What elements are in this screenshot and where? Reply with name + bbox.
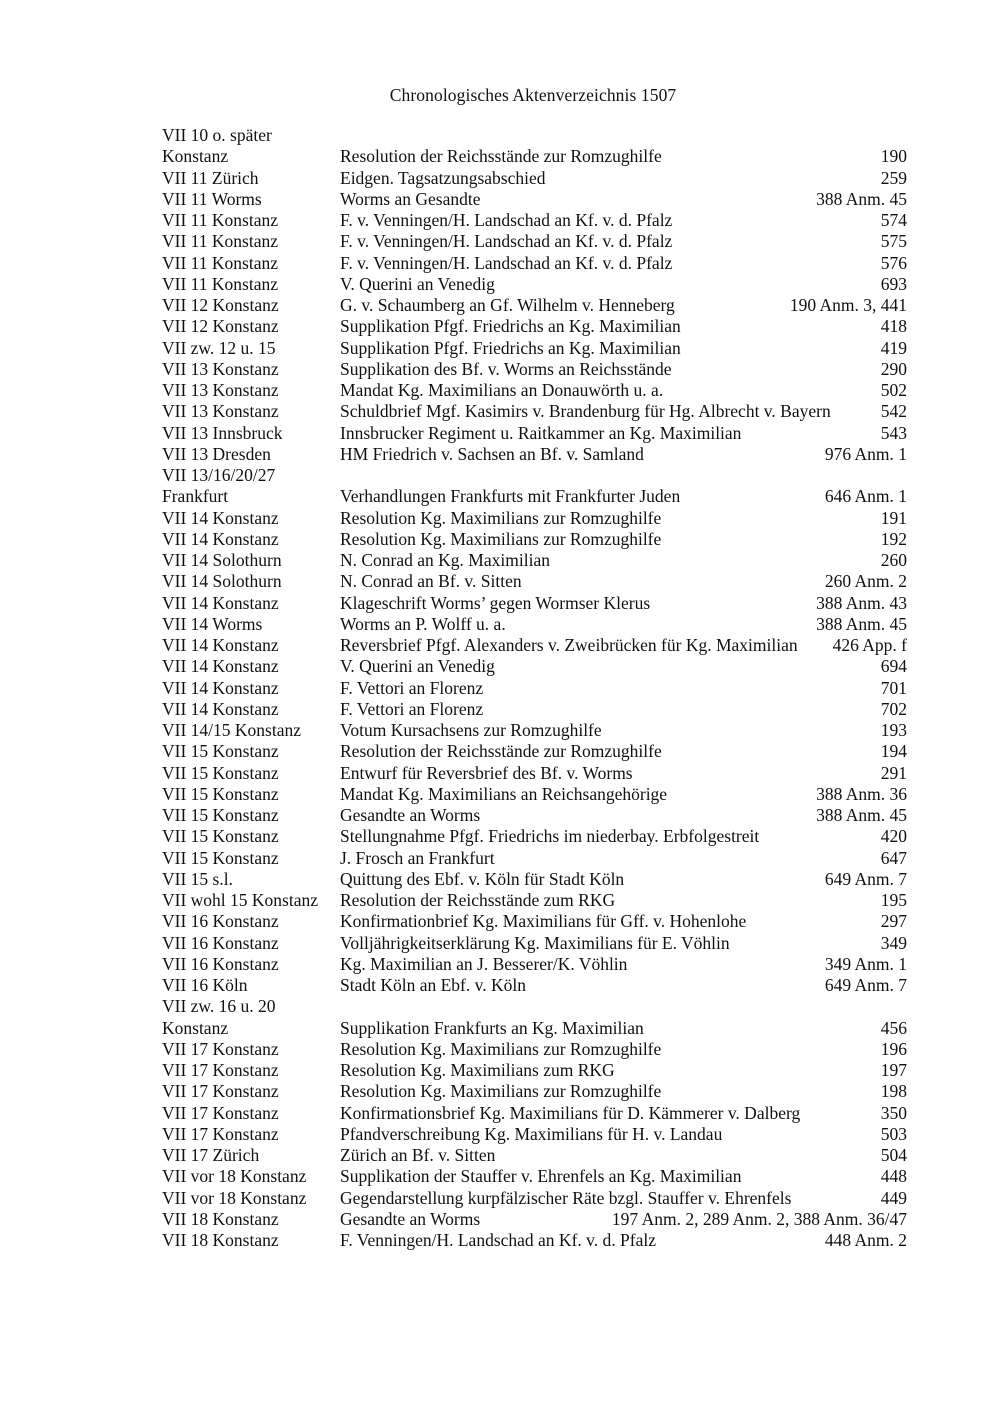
entry-date: VII 14 Konstanz [162, 677, 279, 698]
entry-date: VII 16 Köln [162, 975, 248, 995]
entry-reference: 192 [880, 528, 907, 549]
entry-description: Entwurf für Reversbrief des Bf. v. Worms [340, 762, 633, 783]
entry-date: VII 11 Worms [162, 188, 262, 209]
entry-date: VII 17 Konstanz [162, 1102, 279, 1123]
entry-reference: 297 [880, 911, 907, 932]
list-item [162, 699, 907, 720]
entry-reference: 976 Anm. 1 [824, 443, 907, 464]
list-item [162, 656, 907, 677]
entry-reference: 418 [880, 316, 907, 337]
entry-date: VII 13/16/20/27 [162, 465, 276, 485]
list-item [162, 890, 907, 911]
entry-description: Resolution der Reichsstände zur Romzughilfe [340, 146, 662, 167]
entry-reference: 190 [880, 146, 907, 167]
entry-date: VII zw. 16 u. 20 [162, 996, 276, 1017]
entry-date: Konstanz [162, 146, 229, 167]
entry-date: VII 10 o. später [162, 125, 272, 145]
entry-description: Quittung des Ebf. v. Köln für Stadt Köln [340, 868, 625, 889]
entry-description: Pfandverschreibung Kg. Maximilians für H. v. Landau [340, 1123, 723, 1144]
entry-date: Frankfurt [162, 486, 229, 507]
entry-date: VII 14 Konstanz [162, 592, 279, 613]
entry-reference: 349 Anm. 1 [824, 953, 907, 974]
list-item [162, 678, 907, 699]
entry-date: VII 14 Konstanz [162, 656, 279, 677]
entry-description: Volljährigkeitserklärung Kg. Maximilians für E. Vöhlin [340, 932, 730, 953]
entry-reference: 504 [880, 1145, 907, 1165]
entry-reference: 448 Anm. 2 [824, 1230, 907, 1250]
entry-reference: 198 [880, 1081, 907, 1102]
entry-date: VII 14 Solothurn [162, 571, 282, 592]
list-item [162, 274, 907, 295]
entry-description: Supplikation des Bf. v. Worms an Reichsstände [340, 358, 672, 379]
entry-description: Resolution Kg. Maximilians zur Romzughilfe [340, 528, 662, 549]
entry-description: Worms an Gesandte [340, 188, 481, 209]
list-item [162, 465, 907, 486]
entry-date: VII 16 Konstanz [162, 911, 279, 932]
list-item [162, 1039, 907, 1060]
entry-reference: 543 [880, 422, 907, 443]
entry-description: Stellungnahme Pfgf. Friedrichs im niederbay. Erbfolgestreit [340, 826, 760, 847]
list-item [162, 954, 907, 975]
entry-reference: 693 [880, 273, 907, 294]
entry-date: VII 13 Konstanz [162, 401, 279, 422]
entry-description: F. Venningen/H. Landschad an Kf. v. d. Pfalz [340, 1230, 656, 1250]
entry-reference: 260 Anm. 2 [824, 571, 907, 592]
entry-description: Supplikation Frankfurts an Kg. Maximilian [340, 1017, 644, 1038]
list-item [162, 975, 907, 996]
entry-reference: 649 Anm. 7 [824, 868, 907, 889]
list-item [162, 380, 907, 401]
entry-date: VII 15 s.l. [162, 868, 233, 889]
list-item [162, 168, 907, 189]
entry-description: Supplikation Pfgf. Friedrichs an Kg. Maximilian [340, 337, 681, 358]
list-item [162, 338, 907, 359]
entry-date: VII 15 Konstanz [162, 762, 279, 783]
entry-description: Supplikation der Stauffer v. Ehrenfels an Kg. Maximilian [340, 1166, 742, 1187]
entry-description: Schuldbrief Mgf. Kasimirs v. Brandenburg für Hg. Albrecht v. Bayern [340, 401, 831, 422]
entry-reference: 576 [880, 252, 907, 273]
entry-description: Gegendarstellung kurpfälzischer Räte bzgl. Stauffer v. Ehrenfels [340, 1187, 792, 1208]
entry-date: VII 13 Dresden [162, 443, 271, 464]
entry-date: VII 11 Konstanz [162, 210, 278, 230]
entry-reference: 503 [880, 1123, 907, 1144]
entry-date: VII 18 Konstanz [162, 1208, 279, 1229]
entry-date: VII vor 18 Konstanz [162, 1166, 307, 1187]
entry-description: Resolution der Reichsstände zum RKG [340, 890, 616, 910]
entry-date: VII vor 18 Konstanz [162, 1187, 307, 1208]
entry-reference: 426 App. f [832, 635, 907, 655]
entry-description: Resolution Kg. Maximilians zur Romzughilfe [340, 507, 662, 528]
entry-reference: 420 [880, 826, 907, 847]
entry-date: VII 17 Konstanz [162, 1081, 279, 1102]
entry-description: Reversbrief Pfgf. Alexanders v. Zweibrücken für Kg. Maximilian [340, 635, 798, 655]
list-item [162, 869, 907, 890]
list-item [162, 635, 907, 656]
entry-description: F. Vettori an Florenz [340, 698, 484, 719]
list-item [162, 1060, 907, 1081]
entry-date: VII 11 Konstanz [162, 273, 278, 294]
entry-date: VII 11 Zürich [162, 167, 259, 188]
entry-description: Innsbrucker Regiment u. Raitkammer an Kg. Maximilian [340, 422, 742, 443]
entry-date: VII 14 Konstanz [162, 528, 279, 549]
entry-date: VII 17 Zürich [162, 1145, 260, 1165]
entry-reference: 649 Anm. 7 [824, 975, 907, 995]
entry-date: VII 15 Konstanz [162, 783, 279, 804]
entry-date: VII zw. 12 u. 15 [162, 337, 276, 358]
entry-reference: 647 [880, 847, 907, 868]
list-item [162, 359, 907, 380]
entry-reference: 291 [880, 762, 907, 783]
entry-reference: 260 [880, 550, 907, 570]
entry-date: VII 15 Konstanz [162, 826, 279, 847]
entry-description: Mandat Kg. Maximilians an Donauwörth u. a. [340, 380, 664, 400]
entry-reference: 502 [880, 380, 907, 400]
entry-date: VII 15 Konstanz [162, 741, 279, 762]
list-item [162, 444, 907, 465]
entry-description: F. v. Venningen/H. Landschad an Kf. v. d. Pfalz [340, 252, 673, 273]
entry-description: N. Conrad an Bf. v. Sitten [340, 571, 522, 592]
entry-reference: 350 [880, 1102, 907, 1123]
list-item [162, 401, 907, 422]
entry-reference: 694 [880, 656, 907, 677]
list-item [162, 189, 907, 210]
entry-description: Kg. Maximilian an J. Besserer/K. Vöhlin [340, 953, 628, 974]
entry-list [162, 125, 907, 1251]
entry-reference: 349 [880, 932, 907, 953]
entry-date: Konstanz [162, 1017, 229, 1038]
entry-description: Eidgen. Tagsatzungsabschied [340, 167, 546, 188]
entry-reference: 259 [880, 167, 907, 188]
list-item [162, 741, 907, 762]
entry-reference: 575 [880, 231, 907, 252]
entry-reference: 646 Anm. 1 [824, 486, 907, 507]
entry-reference: 195 [880, 890, 907, 910]
entry-description: Resolution Kg. Maximilians zur Romzughilfe [340, 1081, 662, 1102]
entry-date: VII 14 Konstanz [162, 698, 279, 719]
list-item [162, 1103, 907, 1124]
list-item [162, 231, 907, 252]
entry-description: Konfirmationsbrief Kg. Maximilians für D. Kämmerer v. Dalberg [340, 1102, 801, 1123]
entry-description: Zürich an Bf. v. Sitten [340, 1145, 496, 1165]
list-item [162, 423, 907, 444]
list-item [162, 614, 907, 635]
list-item [162, 805, 907, 826]
entry-date: VII 13 Innsbruck [162, 422, 283, 443]
entry-description: Mandat Kg. Maximilians an Reichsangehörige [340, 783, 668, 804]
entry-date: VII 12 Konstanz [162, 295, 279, 315]
entry-description: Gesandte an Worms [340, 1208, 481, 1229]
entry-date: VII 11 Konstanz [162, 252, 278, 273]
entry-reference: 290 [880, 358, 907, 379]
entry-description: J. Frosch an Frankfurt [340, 847, 495, 868]
list-item [162, 784, 907, 805]
entry-date: VII 11 Konstanz [162, 231, 278, 252]
entry-reference: 197 [880, 1060, 907, 1080]
list-item [162, 316, 907, 337]
entry-description: F. v. Venningen/H. Landschad an Kf. v. d. Pfalz [340, 231, 673, 252]
list-item [162, 720, 907, 741]
entry-reference: 456 [880, 1017, 907, 1038]
list-item [162, 911, 907, 932]
entry-date: VII 13 Konstanz [162, 380, 279, 400]
entry-description: Klageschrift Worms’ gegen Wormser Klerus [340, 592, 651, 613]
entry-date: VII 17 Konstanz [162, 1123, 279, 1144]
entry-reference: 388 Anm. 45 [816, 613, 907, 634]
entry-date: VII 14 Worms [162, 613, 263, 634]
list-item [162, 1145, 907, 1166]
entry-date: VII 15 Konstanz [162, 805, 279, 825]
entry-description: HM Friedrich v. Sachsen an Bf. v. Samland [340, 443, 644, 464]
list-item [162, 1166, 907, 1187]
entry-date: VII 16 Konstanz [162, 953, 279, 974]
entry-reference: 388 Anm. 45 [816, 188, 907, 209]
page-title: Chronologisches Aktenverzeichnis 1507 [389, 85, 677, 105]
entry-description: Supplikation Pfgf. Friedrichs an Kg. Maximilian [340, 316, 681, 337]
entry-description: Votum Kursachsens zur Romzughilfe [340, 720, 602, 740]
list-item [162, 486, 907, 507]
entry-description: Worms an P. Wolff u. a. [340, 613, 506, 634]
entry-reference: 388 Anm. 43 [816, 592, 907, 613]
list-item [162, 146, 907, 167]
entry-description: N. Conrad an Kg. Maximilian [340, 550, 550, 570]
entry-reference: 449 [880, 1187, 907, 1208]
entry-date: VII 17 Konstanz [162, 1038, 279, 1059]
entry-description: V. Querini an Venedig [340, 273, 495, 294]
list-item [162, 763, 907, 784]
entry-date: VII 18 Konstanz [162, 1230, 279, 1250]
list-item [162, 826, 907, 847]
entry-reference: 702 [880, 698, 907, 719]
entry-reference: 388 Anm. 45 [816, 805, 907, 825]
entry-date: VII 16 Konstanz [162, 932, 279, 953]
entry-description: Gesandte an Worms [340, 805, 481, 825]
entry-reference: 197 Anm. 2, 289 Anm. 2, 388 Anm. 36/47 [611, 1208, 907, 1229]
entry-description: F. v. Venningen/H. Landschad an Kf. v. d. Pfalz [340, 210, 673, 230]
list-item [162, 593, 907, 614]
entry-reference: 193 [880, 720, 907, 740]
entry-date: VII 14/15 Konstanz [162, 720, 302, 740]
entry-date: VII 14 Solothurn [162, 550, 282, 570]
list-item [162, 996, 907, 1017]
entry-reference: 191 [880, 507, 907, 528]
entry-description: F. Vettori an Florenz [340, 677, 484, 698]
entry-description: Stadt Köln an Ebf. v. Köln [340, 975, 526, 995]
list-item [162, 529, 907, 550]
entry-date: VII 14 Konstanz [162, 507, 279, 528]
entry-date: VII 12 Konstanz [162, 316, 279, 337]
list-item [162, 933, 907, 954]
list-item [162, 1188, 907, 1209]
entry-description: Resolution Kg. Maximilians zum RKG [340, 1060, 615, 1080]
entry-date: VII 13 Konstanz [162, 358, 279, 379]
entry-description: V. Querini an Venedig [340, 656, 495, 677]
entry-date: VII 14 Konstanz [162, 635, 279, 655]
entry-reference: 701 [880, 677, 907, 698]
list-item [162, 1230, 907, 1251]
list-item [162, 1124, 907, 1145]
entry-reference: 190 Anm. 3, 441 [789, 295, 907, 315]
list-item [162, 125, 907, 146]
entry-description: Konfirmationbrief Kg. Maximilians für Gff. v. Hohenlohe [340, 911, 747, 932]
list-item [162, 1081, 907, 1102]
entry-reference: 574 [880, 210, 907, 230]
entry-reference: 448 [880, 1166, 907, 1187]
entry-date: VII 15 Konstanz [162, 847, 279, 868]
list-item [162, 550, 907, 571]
entry-reference: 542 [880, 401, 907, 422]
entry-reference: 419 [880, 337, 907, 358]
entry-description: G. v. Schaumberg an Gf. Wilhelm v. Henneberg [340, 295, 675, 315]
entry-description: Verhandlungen Frankfurts mit Frankfurter Juden [340, 486, 681, 507]
list-item [162, 1209, 907, 1230]
entry-date: VII wohl 15 Konstanz [162, 890, 319, 910]
list-item [162, 210, 907, 231]
list-item [162, 848, 907, 869]
entry-date: VII 17 Konstanz [162, 1060, 279, 1080]
list-item [162, 508, 907, 529]
entry-reference: 196 [880, 1038, 907, 1059]
list-item [162, 295, 907, 316]
entry-description: Resolution der Reichsstände zur Romzughilfe [340, 741, 662, 762]
entry-reference: 388 Anm. 36 [816, 783, 907, 804]
entry-reference: 194 [880, 741, 907, 762]
entry-description: Resolution Kg. Maximilians zur Romzughilfe [340, 1038, 662, 1059]
list-item [162, 253, 907, 274]
list-item [162, 571, 907, 592]
list-item [162, 1018, 907, 1039]
